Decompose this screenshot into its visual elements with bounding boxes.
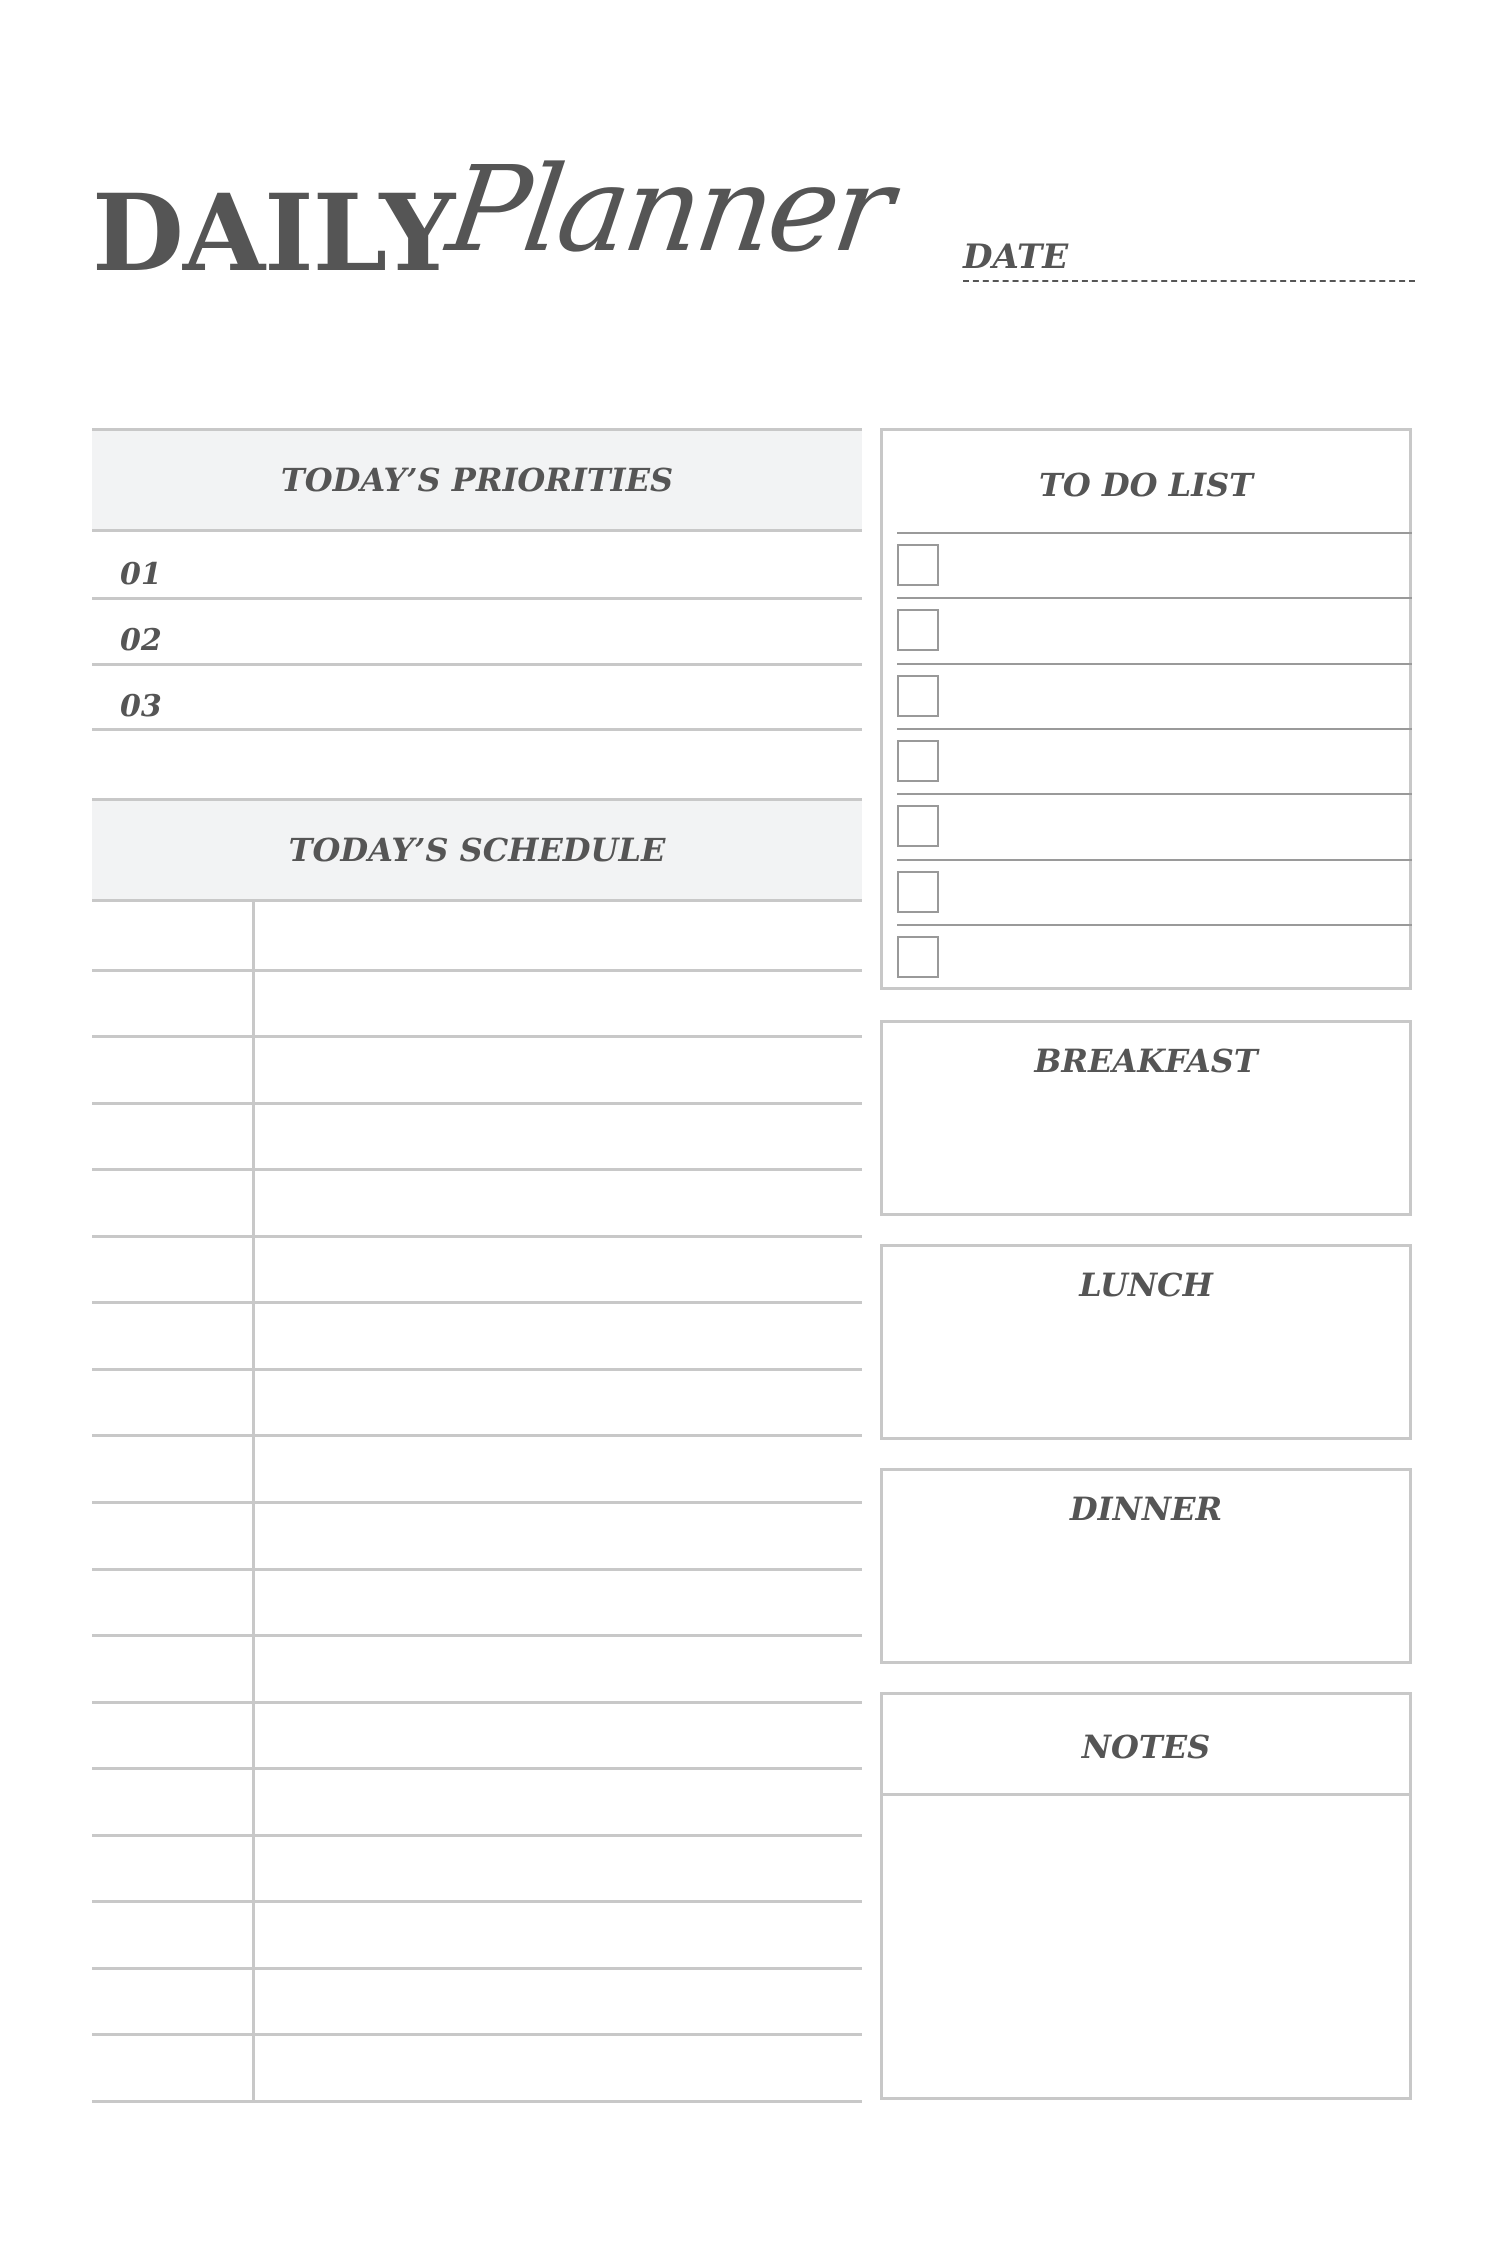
todo-line[interactable] — [897, 859, 1412, 861]
priority-number-1: 01 — [120, 557, 162, 592]
todo-line[interactable] — [897, 663, 1412, 665]
todo-checkbox[interactable] — [897, 936, 939, 978]
todo-line[interactable] — [897, 793, 1412, 795]
schedule-header — [92, 798, 862, 902]
priorities-header — [92, 428, 862, 532]
title-daily: DAILY — [92, 170, 455, 295]
schedule-row[interactable] — [92, 1767, 862, 1770]
schedule-row[interactable] — [92, 1301, 862, 1304]
date-field[interactable] — [963, 280, 1415, 282]
schedule-row[interactable] — [92, 2100, 862, 2103]
priority-line-1[interactable] — [92, 597, 862, 600]
schedule-row[interactable] — [92, 2033, 862, 2036]
lunch-heading: LUNCH — [1079, 1266, 1213, 1304]
todo-heading: TO DO LIST — [1039, 466, 1253, 504]
schedule-row[interactable] — [92, 969, 862, 972]
notes-box — [880, 1692, 1412, 2100]
breakfast-heading: BREAKFAST — [1034, 1042, 1258, 1080]
todo-checkbox[interactable] — [897, 805, 939, 847]
schedule-row[interactable] — [92, 1568, 862, 1571]
schedule-row[interactable] — [92, 1035, 862, 1038]
schedule-row[interactable] — [92, 1235, 862, 1238]
schedule-row[interactable] — [92, 1501, 862, 1504]
schedule-row[interactable] — [92, 1834, 862, 1837]
todo-line[interactable] — [897, 532, 1412, 534]
todo-checkbox[interactable] — [897, 740, 939, 782]
schedule-row[interactable] — [92, 1701, 862, 1704]
priority-number-3: 03 — [120, 689, 162, 724]
schedule-heading: TODAY’S SCHEDULE — [288, 831, 666, 869]
priority-line-3[interactable] — [92, 728, 862, 731]
todo-line[interactable] — [897, 597, 1412, 599]
todo-checkbox[interactable] — [897, 609, 939, 651]
lunch-box[interactable] — [880, 1244, 1412, 1440]
dinner-heading: DINNER — [1069, 1490, 1223, 1528]
schedule-row[interactable] — [92, 1967, 862, 1970]
notes-area[interactable] — [883, 1796, 1409, 2097]
schedule-row[interactable] — [92, 1434, 862, 1437]
priorities-heading: TODAY’S PRIORITIES — [280, 461, 674, 499]
schedule-row[interactable] — [92, 1368, 862, 1371]
todo-line[interactable] — [897, 728, 1412, 730]
todo-checkbox[interactable] — [897, 871, 939, 913]
schedule-row[interactable] — [92, 1900, 862, 1903]
schedule-row[interactable] — [92, 1168, 862, 1171]
todo-checkbox[interactable] — [897, 675, 939, 717]
todo-line[interactable] — [897, 924, 1412, 926]
title-planner: Planner — [440, 140, 898, 278]
schedule-row[interactable] — [92, 1102, 862, 1105]
priority-line-2[interactable] — [92, 663, 862, 666]
todo-box — [880, 428, 1412, 990]
dinner-box[interactable] — [880, 1468, 1412, 1664]
priority-number-2: 02 — [120, 623, 162, 658]
date-label: DATE — [963, 237, 1069, 277]
todo-checkbox[interactable] — [897, 544, 939, 586]
breakfast-box[interactable] — [880, 1020, 1412, 1216]
schedule-row[interactable] — [92, 1634, 862, 1637]
notes-heading: NOTES — [1081, 1728, 1211, 1766]
